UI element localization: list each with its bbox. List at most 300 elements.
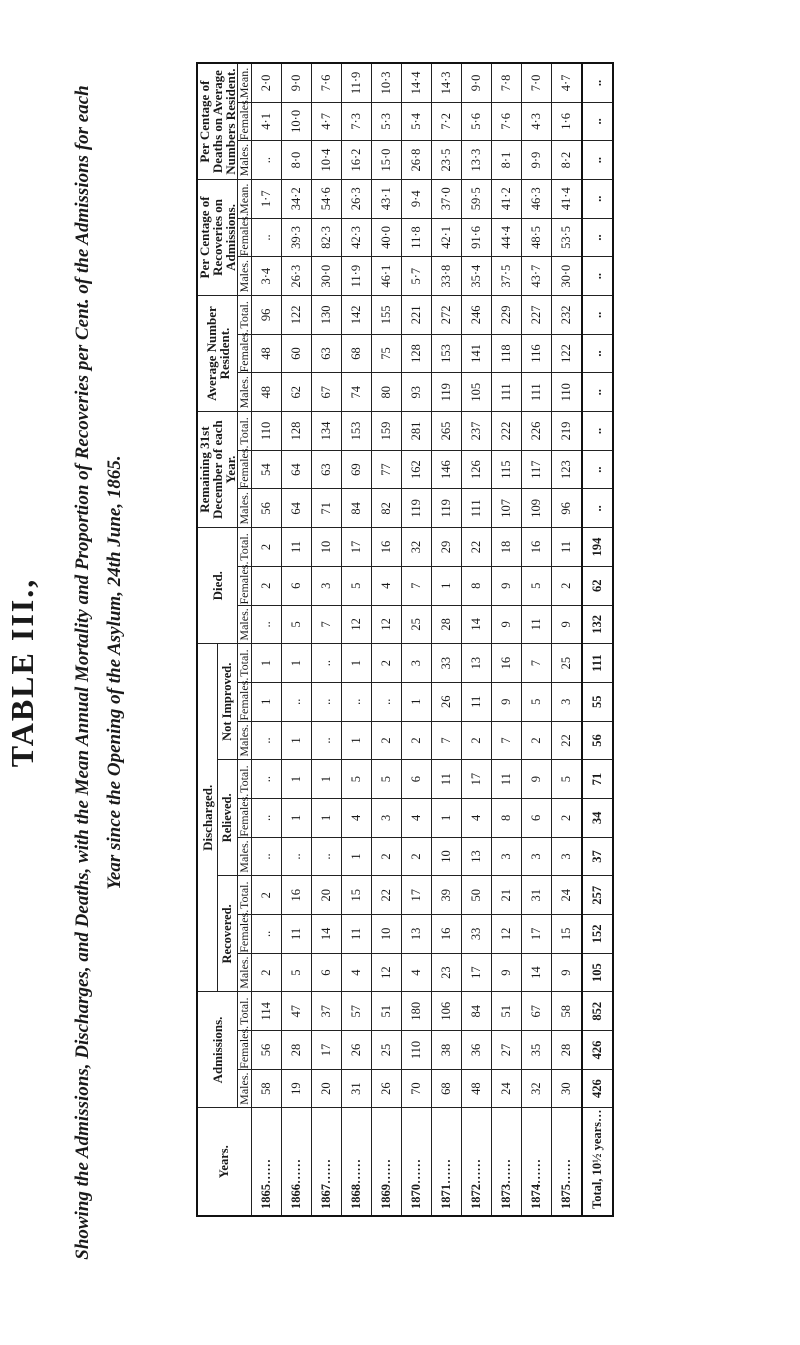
table-row — [282, 63, 312, 1216]
data-cell: 33 — [462, 915, 492, 954]
data-cell: 126 — [462, 450, 492, 489]
data-cell: 51 — [372, 992, 402, 1031]
data-cell: 19 — [282, 1069, 312, 1108]
data-cell: 26·3 — [342, 179, 372, 218]
data-cell: 10·0 — [282, 102, 312, 141]
data-cell: 7·8 — [492, 63, 522, 102]
data-cell: 14 — [522, 953, 552, 992]
data-cell: 28 — [552, 1031, 583, 1070]
table-row — [252, 63, 282, 1216]
data-cell: 5 — [282, 605, 312, 644]
sub-females: Females. — [237, 97, 251, 141]
year-cell: 1868…… — [342, 1108, 372, 1216]
data-cell: 4 — [462, 799, 492, 838]
sub-males: Males. — [238, 837, 252, 876]
data-cell: 14·4 — [402, 63, 432, 102]
header-remaining: Remaining 31st December of each Year. — [197, 412, 238, 528]
data-cell: 80 — [372, 373, 402, 412]
header-pct-deaths: Per Centage of Deaths on Average Numbers Resident. — [197, 63, 238, 179]
data-cell: 5·7 — [402, 257, 432, 296]
data-cell: 2 — [402, 837, 432, 876]
data-cell: 74 — [342, 373, 372, 412]
data-cell: 5 — [282, 953, 312, 992]
data-cell: 155 — [372, 295, 402, 334]
data-cell: 5·6 — [462, 102, 492, 141]
data-cell: 426 — [582, 1069, 613, 1108]
header-average-resident: Average Number Resident. — [197, 295, 238, 411]
data-cell: 11·9 — [342, 63, 372, 102]
header-discharged: Discharged. — [197, 644, 218, 992]
header-years: Years. — [197, 1108, 252, 1216]
data-cell: 18 — [492, 528, 522, 567]
data-cell: 128 — [402, 334, 432, 373]
sub-total: Total. — [238, 528, 252, 567]
data-cell: 16 — [432, 915, 462, 954]
data-cell: 4 — [402, 953, 432, 992]
data-cell: 28 — [282, 1031, 312, 1070]
data-cell: 64 — [282, 450, 312, 489]
data-cell: 11 — [282, 528, 312, 567]
data-cell: 58 — [252, 1069, 282, 1108]
data-cell: 9 — [552, 605, 583, 644]
data-cell: 119 — [402, 489, 432, 528]
data-cell: 7 — [432, 721, 462, 760]
data-cell: 67 — [522, 992, 552, 1031]
data-cell: 17 — [462, 760, 492, 799]
sub-females: Females. — [237, 445, 251, 489]
data-cell: 6 — [312, 953, 342, 992]
data-cell: 22 — [552, 721, 583, 760]
data-cell: .. — [582, 334, 613, 373]
data-cell: 5 — [522, 566, 552, 605]
table-row — [372, 63, 402, 1216]
data-cell: 35 — [522, 1031, 552, 1070]
data-cell: 57 — [342, 992, 372, 1031]
data-cell: 219 — [552, 412, 583, 451]
data-cell: 5 — [342, 760, 372, 799]
data-cell: 47 — [282, 992, 312, 1031]
data-cell: .. — [312, 682, 342, 721]
data-cell: 5·4 — [402, 102, 432, 141]
data-cell: 13 — [462, 644, 492, 683]
data-cell: 153 — [432, 334, 462, 373]
header-admissions: Admissions. — [197, 992, 238, 1108]
data-cell: 43·7 — [522, 257, 552, 296]
data-cell: 26 — [342, 1031, 372, 1070]
data-cell: 67 — [312, 373, 342, 412]
data-cell: 46·3 — [522, 179, 552, 218]
data-cell: 232 — [552, 295, 583, 334]
data-cell: 48 — [462, 1069, 492, 1108]
table-title: TABLE III., — [4, 577, 40, 768]
data-cell: 4 — [342, 953, 372, 992]
data-cell: 16 — [492, 644, 522, 683]
data-cell: 852 — [582, 992, 613, 1031]
data-cell: 109 — [522, 489, 552, 528]
table-row — [552, 63, 583, 1216]
data-cell: 7 — [492, 721, 522, 760]
sub-total: Total. — [238, 644, 252, 683]
data-cell: 4·7 — [312, 102, 342, 141]
data-cell: 10 — [312, 528, 342, 567]
data-cell: 13 — [402, 915, 432, 954]
data-cell: 54·6 — [312, 179, 342, 218]
header-died: Died. — [197, 528, 238, 644]
data-cell: 122 — [282, 295, 312, 334]
data-cell: 2 — [252, 953, 282, 992]
data-cell: 9·4 — [402, 179, 432, 218]
data-cell: 22 — [462, 528, 492, 567]
data-cell: 1 — [252, 682, 282, 721]
data-cell: 7 — [312, 605, 342, 644]
data-cell: 16 — [372, 528, 402, 567]
data-cell: 48 — [252, 334, 282, 373]
data-cell: 42·1 — [432, 218, 462, 257]
data-cell: 11 — [492, 760, 522, 799]
data-cell: 9 — [492, 953, 522, 992]
data-cell: 37 — [582, 837, 613, 876]
year-cell: 1870…… — [402, 1108, 432, 1216]
data-cell: .. — [282, 682, 312, 721]
data-cell: 1 — [312, 799, 342, 838]
data-cell: 426 — [582, 1031, 613, 1070]
data-cell: 75 — [372, 334, 402, 373]
data-cell: 105 — [462, 373, 492, 412]
data-cell: 1 — [312, 760, 342, 799]
data-cell: 180 — [402, 992, 432, 1031]
data-cell: 17 — [462, 953, 492, 992]
data-cell: .. — [582, 373, 613, 412]
data-cell: 68 — [432, 1069, 462, 1108]
data-cell: 5 — [342, 566, 372, 605]
data-cell: .. — [582, 450, 613, 489]
data-cell: 13 — [462, 837, 492, 876]
data-cell: 8·2 — [552, 141, 583, 180]
year-cell: 1865…… — [252, 1108, 282, 1216]
data-cell: 11 — [552, 528, 583, 567]
sub-females: Females. — [237, 793, 251, 837]
data-cell: 118 — [492, 334, 522, 373]
data-cell: 1 — [252, 644, 282, 683]
data-cell: 4·7 — [552, 63, 583, 102]
data-cell: 12 — [492, 915, 522, 954]
data-cell: 30 — [552, 1069, 583, 1108]
data-cell: 16 — [522, 528, 552, 567]
data-cell: 4 — [402, 799, 432, 838]
data-cell: 110 — [252, 412, 282, 451]
data-cell: 59·5 — [462, 179, 492, 218]
header-recovered: Recovered. — [218, 876, 238, 992]
data-cell: 82 — [372, 489, 402, 528]
data-cell: 11 — [462, 682, 492, 721]
data-cell: 106 — [432, 992, 462, 1031]
data-cell: 6 — [522, 799, 552, 838]
data-cell: .. — [252, 605, 282, 644]
data-cell: 9 — [522, 760, 552, 799]
data-cell: 84 — [462, 992, 492, 1031]
data-cell: .. — [252, 837, 282, 876]
data-cell: 221 — [402, 295, 432, 334]
data-cell: 1 — [282, 760, 312, 799]
data-cell: 11·9 — [342, 257, 372, 296]
data-cell: 110 — [402, 1031, 432, 1070]
sub-females: Females. — [237, 1025, 251, 1069]
data-cell: 1·6 — [552, 102, 583, 141]
data-cell: 9 — [492, 682, 522, 721]
data-cell: 32 — [402, 528, 432, 567]
data-cell: 10·4 — [312, 141, 342, 180]
data-cell: 7 — [402, 566, 432, 605]
data-cell: 7 — [522, 644, 552, 683]
data-cell: 31 — [342, 1069, 372, 1108]
data-cell: 134 — [312, 412, 342, 451]
data-cell: .. — [372, 682, 402, 721]
data-cell: 8 — [462, 566, 492, 605]
data-cell: 3 — [522, 837, 552, 876]
sub-females: Females. — [237, 677, 251, 721]
year-cell: 1869…… — [372, 1108, 402, 1216]
data-cell: 1·7 — [252, 179, 282, 218]
data-cell: 71 — [312, 489, 342, 528]
data-cell: 2 — [372, 837, 402, 876]
data-cell: 37 — [312, 992, 342, 1031]
sub-females: Females. — [237, 561, 251, 605]
data-cell: 6 — [402, 760, 432, 799]
data-cell: 26·8 — [402, 141, 432, 180]
data-cell: 5 — [372, 760, 402, 799]
header-pct-recoveries: Per Centage of Recoveries on Admissions. — [197, 179, 238, 295]
data-cell: 36 — [462, 1031, 492, 1070]
header-not-improved: Not Improved. — [218, 644, 238, 760]
data-cell: 25 — [552, 644, 583, 683]
data-cell: 11·8 — [402, 218, 432, 257]
data-cell: 107 — [492, 489, 522, 528]
header-relieved: Relieved. — [218, 760, 238, 876]
data-cell: 93 — [402, 373, 432, 412]
data-cell: 11 — [342, 915, 372, 954]
sub-total: Total. — [238, 760, 252, 799]
data-cell: 7·6 — [492, 102, 522, 141]
data-cell: 17 — [522, 915, 552, 954]
year-cell: 1871…… — [432, 1108, 462, 1216]
data-cell: 9 — [552, 953, 583, 992]
data-cell: 1 — [342, 644, 372, 683]
year-cell: 1866…… — [282, 1108, 312, 1216]
data-cell: 30·0 — [312, 257, 342, 296]
data-cell: 26·3 — [282, 257, 312, 296]
table-row — [432, 63, 462, 1216]
data-cell: 14 — [462, 605, 492, 644]
data-cell: 11 — [282, 915, 312, 954]
data-cell: 15 — [552, 915, 583, 954]
data-cell: 82·3 — [312, 218, 342, 257]
data-cell: 21 — [492, 876, 522, 915]
data-cell: 105 — [582, 953, 613, 992]
data-cell: 39 — [432, 876, 462, 915]
data-cell: 31 — [522, 876, 552, 915]
data-cell: 55 — [582, 682, 613, 721]
data-cell: 34 — [582, 799, 613, 838]
sub-total: Total. — [238, 295, 252, 334]
data-cell: 111 — [462, 489, 492, 528]
data-cell: 257 — [582, 876, 613, 915]
data-cell: 159 — [372, 412, 402, 451]
data-cell: .. — [312, 837, 342, 876]
data-cell: 246 — [462, 295, 492, 334]
data-cell: 64 — [282, 489, 312, 528]
data-cell: 23 — [432, 953, 462, 992]
data-cell: 54 — [252, 450, 282, 489]
data-cell: 229 — [492, 295, 522, 334]
data-cell: 194 — [582, 528, 613, 567]
data-cell: 152 — [582, 915, 613, 954]
data-cell: 12 — [342, 605, 372, 644]
data-cell: .. — [582, 179, 613, 218]
data-cell: 119 — [432, 373, 462, 412]
data-cell: 1 — [432, 566, 462, 605]
data-cell: 20 — [312, 1069, 342, 1108]
data-cell: 23·5 — [432, 141, 462, 180]
data-cell: 46·1 — [372, 257, 402, 296]
data-cell: 13·3 — [462, 141, 492, 180]
data-cell: 26 — [432, 682, 462, 721]
data-cell: .. — [582, 63, 613, 102]
table-row — [492, 63, 522, 1216]
table-row — [342, 63, 372, 1216]
data-cell: .. — [252, 218, 282, 257]
data-cell: .. — [582, 412, 613, 451]
year-cell: 1874…… — [522, 1108, 552, 1216]
data-cell: 29 — [432, 528, 462, 567]
data-cell: 17 — [312, 1031, 342, 1070]
data-cell: 123 — [552, 450, 583, 489]
data-cell: .. — [582, 102, 613, 141]
data-cell: 3 — [552, 682, 583, 721]
data-cell: 111 — [522, 373, 552, 412]
data-cell: 62 — [582, 566, 613, 605]
data-cell: 132 — [582, 605, 613, 644]
sub-mean: Mean. — [238, 63, 252, 102]
data-cell: 9·9 — [522, 141, 552, 180]
data-cell: 122 — [552, 334, 583, 373]
data-cell: 37·0 — [432, 179, 462, 218]
data-cell: 8·0 — [282, 141, 312, 180]
sub-males: Males. — [238, 953, 252, 992]
data-cell: 27 — [492, 1031, 522, 1070]
data-cell: 14·3 — [432, 63, 462, 102]
data-cell: 5 — [552, 760, 583, 799]
data-cell: 222 — [492, 412, 522, 451]
data-cell: 1 — [402, 682, 432, 721]
data-cell: .. — [312, 644, 342, 683]
data-cell: 9 — [492, 566, 522, 605]
data-cell: 9·0 — [462, 63, 492, 102]
data-cell: 1 — [282, 644, 312, 683]
data-cell: 281 — [402, 412, 432, 451]
data-cell: 2 — [552, 799, 583, 838]
data-cell: 15·0 — [372, 141, 402, 180]
data-cell: 2 — [552, 566, 583, 605]
data-cell: 2 — [252, 876, 282, 915]
data-cell: 77 — [372, 450, 402, 489]
data-cell: 17 — [342, 528, 372, 567]
data-cell: 10 — [372, 915, 402, 954]
data-cell: 2 — [372, 721, 402, 760]
data-cell: 4 — [342, 799, 372, 838]
data-cell: 16 — [282, 876, 312, 915]
data-cell: 237 — [462, 412, 492, 451]
data-cell: 28 — [432, 605, 462, 644]
sub-males: Males. — [238, 373, 252, 412]
data-cell: 2·0 — [252, 63, 282, 102]
data-cell: .. — [582, 257, 613, 296]
data-cell: 11 — [522, 605, 552, 644]
data-cell: 2 — [402, 721, 432, 760]
data-cell: 2 — [462, 721, 492, 760]
data-cell: 2 — [522, 721, 552, 760]
sub-females: Females. — [237, 909, 251, 953]
data-cell: 56 — [252, 489, 282, 528]
statistics-table — [196, 62, 614, 1217]
data-cell: .. — [582, 218, 613, 257]
data-cell: 30·0 — [552, 257, 583, 296]
data-cell: 26 — [372, 1069, 402, 1108]
year-cell: 1873…… — [492, 1108, 522, 1216]
total-row — [582, 63, 613, 1216]
table-row — [522, 63, 552, 1216]
data-cell: 96 — [252, 295, 282, 334]
sub-males: Males. — [238, 141, 252, 180]
data-cell: 12 — [372, 605, 402, 644]
data-cell: 8 — [492, 799, 522, 838]
data-cell: .. — [252, 799, 282, 838]
table-body — [252, 63, 614, 1216]
data-cell: 14 — [312, 915, 342, 954]
data-cell: 110 — [552, 373, 583, 412]
sub-total: Total. — [238, 412, 252, 451]
data-cell: 130 — [312, 295, 342, 334]
sub-males: Males. — [238, 605, 252, 644]
data-cell: 70 — [402, 1069, 432, 1108]
data-cell: 63 — [312, 450, 342, 489]
data-cell: 272 — [432, 295, 462, 334]
table-row — [312, 63, 342, 1216]
data-cell: 10·3 — [372, 63, 402, 102]
sub-males: Males. — [238, 489, 252, 528]
data-cell: 128 — [282, 412, 312, 451]
data-cell: 3 — [312, 566, 342, 605]
sub-males: Males. — [238, 1069, 252, 1108]
data-cell: 63 — [312, 334, 342, 373]
data-cell: .. — [252, 141, 282, 180]
data-cell: 115 — [492, 450, 522, 489]
data-cell: .. — [582, 141, 613, 180]
data-cell: 15 — [342, 876, 372, 915]
data-cell: 42·3 — [342, 218, 372, 257]
data-cell: 96 — [552, 489, 583, 528]
data-cell: .. — [582, 295, 613, 334]
sub-mean: Mean. — [238, 179, 252, 218]
table-subtitle-line1: Showing the Admissions, Discharges, and Deaths, with the Mean Annual Mortality and Proportion of Recoveries per Cent. of the Admissions for each — [72, 85, 93, 1260]
data-cell: 153 — [342, 412, 372, 451]
data-cell: 3 — [552, 837, 583, 876]
data-cell: 7·6 — [312, 63, 342, 102]
data-cell: 35·4 — [462, 257, 492, 296]
data-cell: 56 — [252, 1031, 282, 1070]
data-cell: 3 — [372, 799, 402, 838]
data-cell: 20 — [312, 876, 342, 915]
data-cell: .. — [582, 489, 613, 528]
